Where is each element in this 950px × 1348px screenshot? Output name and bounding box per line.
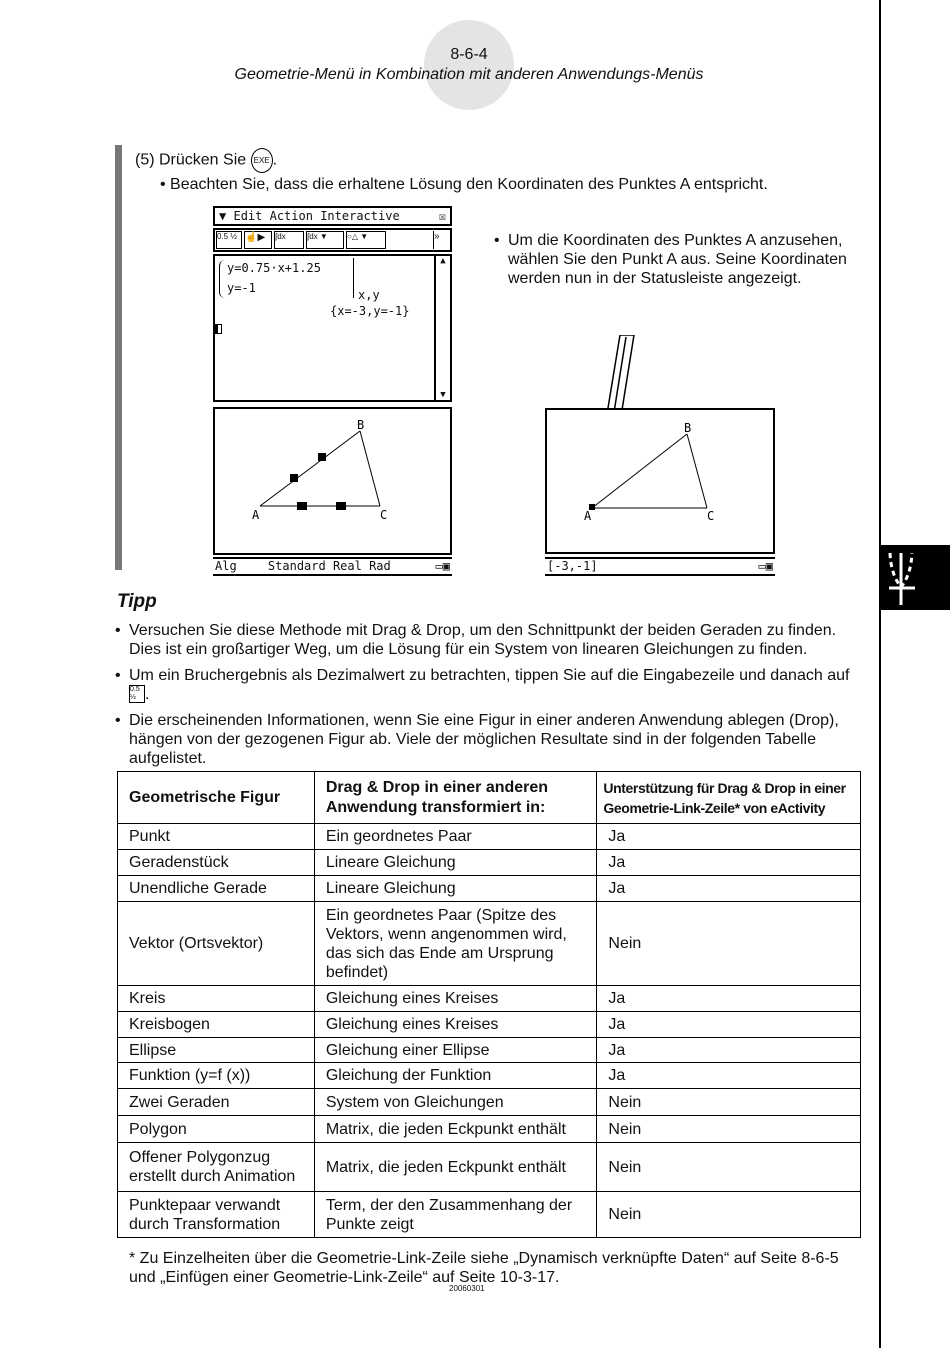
table-cell: Ja <box>597 850 861 876</box>
side-note: • Um die Koordinaten des Punktes A anzusehen, wählen Sie den Punkt A aus. Seine Koordinaten werden nun in der Statusleiste angezeigt. <box>494 232 847 287</box>
table-cell: Gleichung eines Kreises <box>314 1012 597 1038</box>
calc-toolbar <box>213 228 452 252</box>
chapter-tab <box>881 545 950 610</box>
table-cell: Ja <box>597 876 861 902</box>
geometry-shapes-icon[interactable]: ○△ ▼ <box>346 231 386 249</box>
column-header: Unterstützung für Drag & Drop in einer Geometrie-Link-Zeile* von eActivity <box>597 772 861 824</box>
status-bar-coordinates <box>545 557 775 576</box>
step-text: (5) Drücken Sie EXE . <box>135 148 277 173</box>
equation-2: y=-1 <box>227 281 256 295</box>
step-bar <box>115 145 122 570</box>
table-row <box>118 986 861 1012</box>
point-c-label: C <box>707 509 715 523</box>
footnote: * Zu Einzelheiten über die Geometrie-Link-Zeile siehe „Dynamisch verknüpfte Daten“ auf Seite 8-6-5 und „Einfügen einer Geometrie-Link-Zeile“ auf Seite 10-3-17. <box>129 1250 839 1286</box>
table-row <box>118 1116 861 1143</box>
table-row <box>118 850 861 876</box>
table-row <box>118 1143 861 1192</box>
table-row <box>118 1063 861 1089</box>
point-b-label: B <box>357 418 365 432</box>
menu-edit[interactable]: Edit <box>233 209 263 223</box>
tipp-heading: Tipp <box>117 591 157 612</box>
table-cell: Ja <box>597 986 861 1012</box>
table-cell: Lineare Gleichung <box>314 876 597 902</box>
header-decoration <box>424 20 514 110</box>
tipp-bullet: • Die erscheinenden Informationen, wenn Sie eine Figur in einer anderen Anwendung ablegen (Drop), hängen von der gezogenen Figur ab. Viele der möglichen Resultate sind in der folgenden Tabelle aufgelistet. <box>115 712 839 767</box>
column-header: Geometrische Figur <box>118 772 315 824</box>
column-header: Drag & Drop in einer anderen Anwendung transformiert in: <box>314 772 597 824</box>
result: {x=-3,y=-1} <box>330 304 410 318</box>
table-cell: Zwei Geraden <box>118 1089 315 1116</box>
cursor <box>215 324 222 334</box>
table-cell: Punktepaar verwandt durch Transformation <box>118 1192 315 1238</box>
tipp-bullet: • Versuchen Sie diese Methode mit Drag & Drop, um den Schnittpunkt der beiden Geraden zu finden. Dies ist ein großartiger Weg, um die Lösung für ein System von linearen Gleichungen zu finden. <box>115 622 837 658</box>
table-row <box>118 1089 861 1116</box>
status-settings: Standard Real Rad <box>267 559 391 573</box>
status-coordinates: [-3,-1] <box>547 559 598 573</box>
tipp-bullet: • Um ein Bruchergebnis als Dezimalwert zu betrachten, tippen Sie auf die Eingabezeile und danach auf 0.5 ½ . <box>115 667 850 703</box>
page-number: 8-6-4 <box>450 46 488 63</box>
table-row <box>118 1192 861 1238</box>
table-cell: Nein <box>597 1116 861 1143</box>
fraction-decimal-icon: 0.5 ½ <box>129 685 145 703</box>
close-icon[interactable]: ☒ <box>438 209 446 223</box>
point-c-label: C <box>380 508 388 522</box>
table-cell: Gleichung eines Kreises <box>314 986 597 1012</box>
table-cell: Ellipse <box>118 1038 315 1063</box>
status-mode: Alg <box>215 559 237 573</box>
step-bullet: • Beachten Sie, dass die erhaltene Lösung den Koordinaten des Punktes A entspricht. <box>160 176 768 193</box>
document-code: 20060301 <box>449 1284 485 1293</box>
more-icon[interactable]: » <box>433 231 449 249</box>
table-row <box>118 1012 861 1038</box>
status-bar <box>213 557 452 576</box>
battery-icon: ▭▣ <box>758 559 773 573</box>
table-cell: Nein <box>597 1143 861 1192</box>
table-cell: Kreisbogen <box>118 1012 315 1038</box>
integral-menu-icon[interactable]: ∫dx ▼ <box>306 231 344 249</box>
page-title: Geometrie-Menü in Kombination mit anderen Anwendungs-Menüs <box>234 66 704 83</box>
margin-line <box>879 0 881 1348</box>
menu-action[interactable]: Action <box>269 209 313 223</box>
drag-icon[interactable]: ☝▶ <box>244 231 272 249</box>
table-header-row <box>118 772 861 824</box>
table-cell: Nein <box>597 1089 861 1116</box>
table-cell: Matrix, die jeden Eckpunkt enthält <box>314 1116 597 1143</box>
scrollbar[interactable]: ▲ ▼ <box>434 256 450 400</box>
table-cell: Offener Polygonzug erstellt durch Animation <box>118 1143 315 1192</box>
battery-icon: ▭▣ <box>435 559 450 573</box>
menu-icon[interactable]: ▼ <box>219 209 227 223</box>
table-cell: Ja <box>597 1038 861 1063</box>
integral-icon[interactable]: ∫dx <box>274 231 304 249</box>
table-cell: Lineare Gleichung <box>314 850 597 876</box>
table-cell: Ja <box>597 824 861 850</box>
table-row <box>118 824 861 850</box>
separator <box>353 258 354 298</box>
point-a-label: A <box>584 509 592 523</box>
drag-drop-table <box>117 771 861 1238</box>
table-row <box>118 876 861 902</box>
menu-interactive[interactable]: Interactive <box>320 209 400 223</box>
table-cell: Unendliche Gerade <box>118 876 315 902</box>
exe-key-icon: EXE <box>251 148 273 173</box>
table-cell: Ein geordnetes Paar <box>314 824 597 850</box>
table-cell: Vektor (Ortsvektor) <box>118 902 315 986</box>
table-cell: Ja <box>597 1063 861 1089</box>
geometry-view[interactable] <box>213 407 452 555</box>
table-cell: Term, der den Zusammenhang der Punkte zeigt <box>314 1192 597 1238</box>
table-cell: Polygon <box>118 1116 315 1143</box>
geometry-view-selected[interactable] <box>545 408 775 554</box>
table-cell: Ja <box>597 1012 861 1038</box>
table-cell: Geradenstück <box>118 850 315 876</box>
point-a-label: A <box>252 508 260 522</box>
table-cell: Ein geordnetes Paar (Spitze des Vektors, wenn angenommen wird, das sich das Ende am Ursprung befindet) <box>314 902 597 986</box>
table-cell: Punkt <box>118 824 315 850</box>
fraction-decimal-icon[interactable]: 0.5 ½ <box>216 231 242 249</box>
table-row <box>118 1038 861 1063</box>
table-cell: System von Gleichungen <box>314 1089 597 1116</box>
table-cell: Gleichung einer Ellipse <box>314 1038 597 1063</box>
variables: x,y <box>358 288 380 302</box>
calc-menubar <box>213 206 452 226</box>
point-b-label: B <box>684 421 692 435</box>
equation-1: y=0.75·x+1.25 <box>227 261 321 275</box>
calc-main-area[interactable] <box>213 254 452 402</box>
table-cell: Kreis <box>118 986 315 1012</box>
geometry-icon <box>881 545 950 610</box>
table-row <box>118 902 861 986</box>
table-cell: Gleichung der Funktion <box>314 1063 597 1089</box>
table-cell: Funktion (y=f (x)) <box>118 1063 315 1089</box>
brace <box>219 260 227 298</box>
table-cell: Nein <box>597 1192 861 1238</box>
table-cell: Matrix, die jeden Eckpunkt enthält <box>314 1143 597 1192</box>
table-cell: Nein <box>597 902 861 986</box>
